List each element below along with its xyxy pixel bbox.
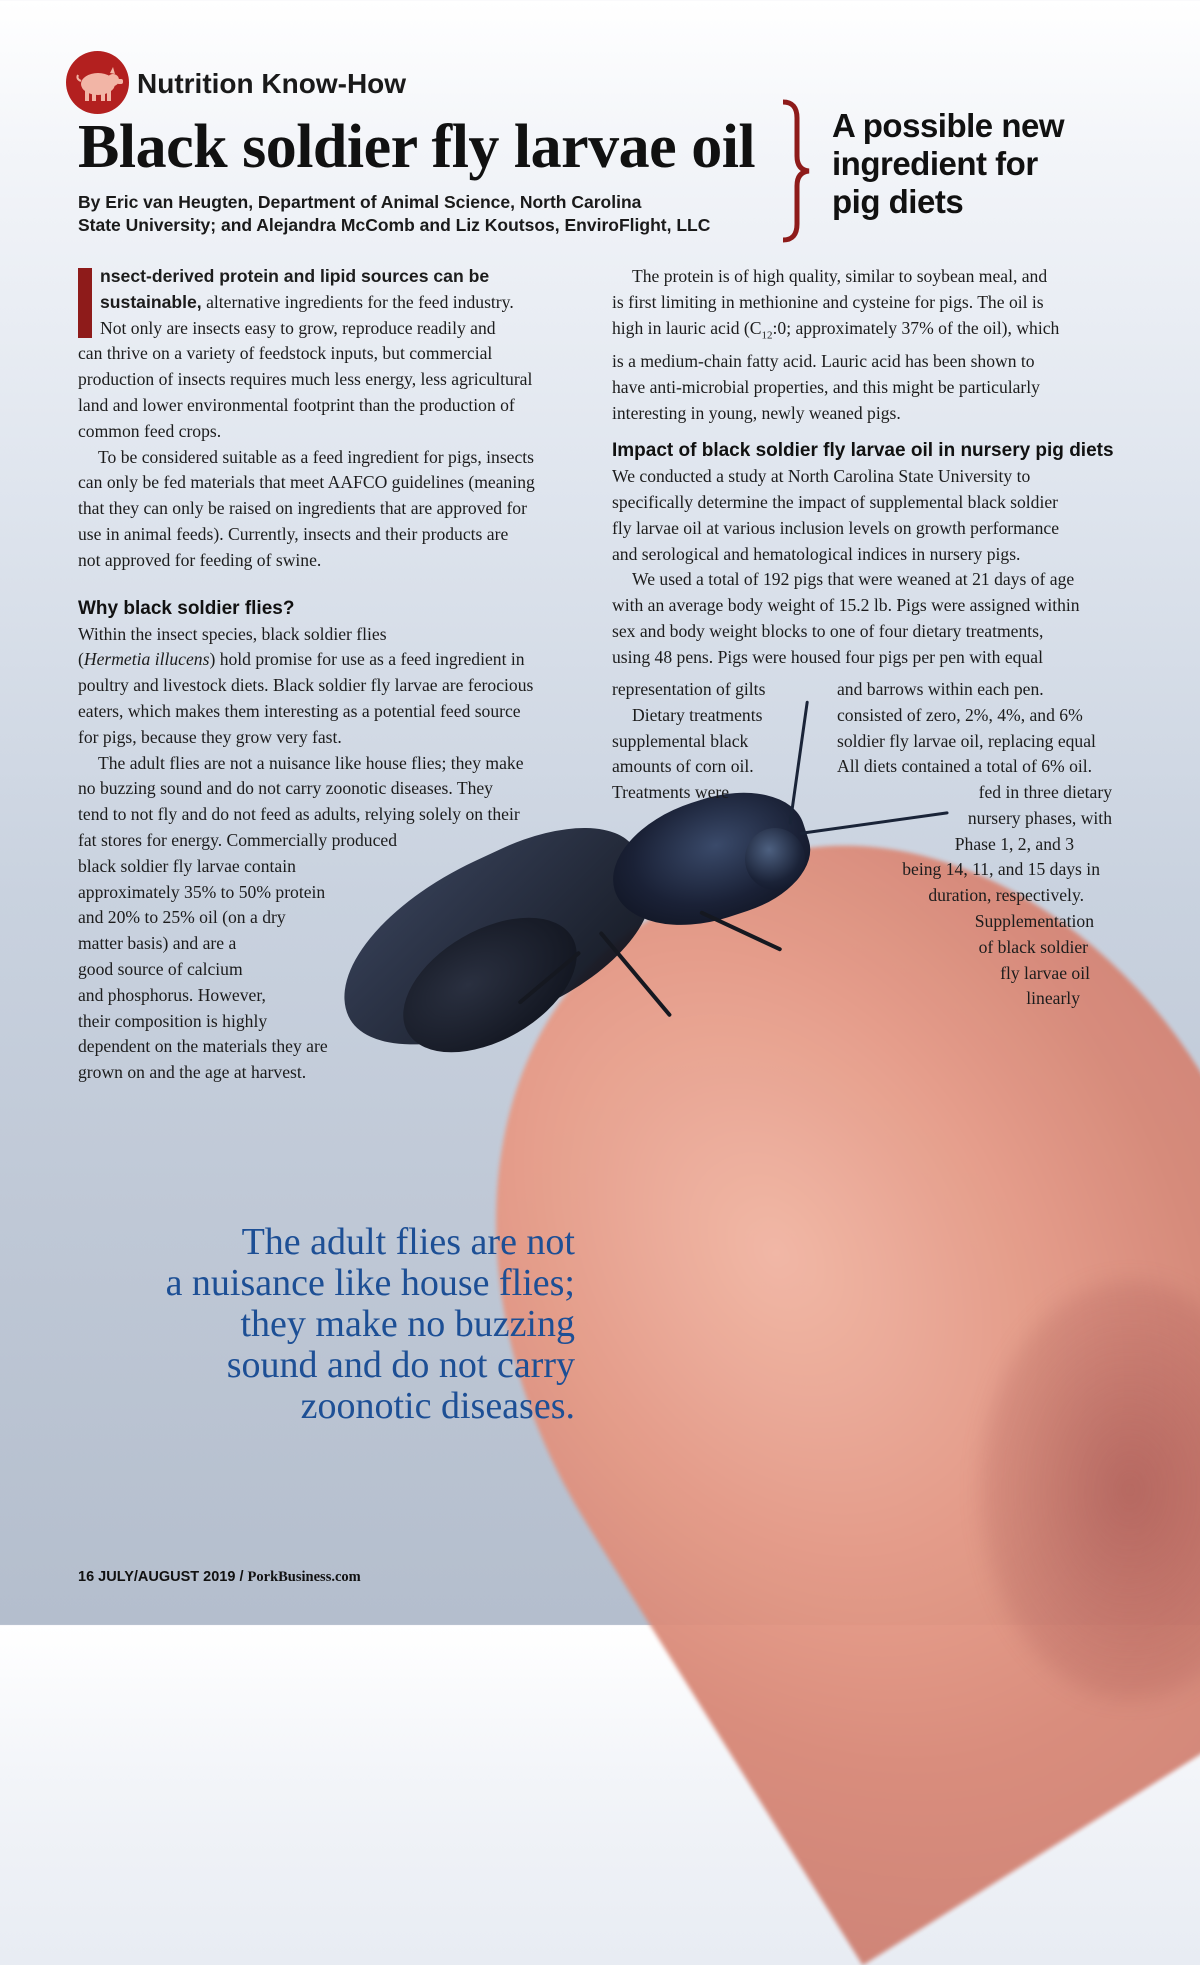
byline-line: By Eric van Heugten, Department of Animal Science, North Carolina — [78, 192, 642, 212]
text-line: use in animal feeds). Currently, insects and their products are — [78, 523, 509, 544]
text-line: tend to not fly and do not feed as adults, relying solely on their — [78, 804, 520, 825]
text-line: We used a total of 192 pigs that were weaned at 21 days of age — [632, 569, 1075, 590]
subhead-line: ingredient for — [832, 145, 1038, 182]
text-line: and phosphorus. However, — [78, 984, 266, 1005]
issue-date: JULY/AUGUST 2019 / — [98, 1569, 244, 1585]
text-line: specifically determine the impact of supplemental black soldier — [612, 492, 1059, 513]
pull-quote-line: sound and do not carry — [226, 1344, 575, 1386]
lead-bold-text: sustainable, — [100, 291, 202, 312]
byline-line: State University; and Alejandra McComb and Liz Koutsos, EnviroFlight, LLC — [78, 215, 711, 235]
paragraph-protein — [612, 264, 1132, 426]
website-name: PorkBusiness.com — [247, 1569, 361, 1585]
text-line: black soldier fly larvae contain — [78, 855, 296, 876]
lead-paragraph — [78, 264, 598, 445]
text-line: dependent on the materials they are — [78, 1036, 328, 1057]
text-line: good source of calcium — [78, 958, 243, 979]
text-line: All diets contained a total of 6% oil. — [837, 756, 1093, 777]
text-line: fat stores for energy. Commercially produced — [78, 829, 398, 850]
text-line: for pigs, because they grow very fast. — [78, 726, 342, 747]
text-line: with an average body weight of 15.2 lb. Pigs were assigned within — [612, 595, 1080, 616]
lead-bold-text: nsect-derived protein and lipid sources can be — [100, 266, 490, 286]
pull-quote-line: a nuisance like house flies; — [165, 1262, 575, 1304]
drop-cap-bar — [78, 268, 92, 338]
lead-text: alternative ingredients for the feed industry. — [201, 291, 514, 312]
lead-text: common feed crops. — [78, 420, 222, 441]
split-text-left — [612, 677, 792, 806]
text-line: interesting in young, newly weaned pigs. — [612, 402, 901, 423]
text-line: linearly — [1026, 988, 1080, 1009]
subhead-line: A possible new — [832, 107, 1064, 144]
text-line: ) hold promise for use as a feed ingredient in — [209, 649, 525, 670]
article-headline: Black soldier fly larvae oil — [78, 113, 756, 181]
paragraph-adult-flies — [78, 751, 598, 1086]
lead-text: can thrive on a variety of feedstock inputs, but commercial — [78, 343, 493, 364]
text-line: Within the insect species, black soldier flies — [78, 623, 387, 644]
pull-quote-line: zoonotic diseases. — [300, 1385, 575, 1427]
text-line: Phase 1, 2, and 3 — [954, 833, 1074, 854]
text-line: fly larvae oil — [1000, 962, 1090, 983]
scientific-name: Hermetia illucens — [83, 649, 210, 670]
text-line: that they can only be raised on ingredients that are approved for — [78, 498, 527, 519]
pull-quote — [120, 1222, 575, 1427]
tail-text — [820, 780, 1120, 1012]
text-line: is first limiting in methionine and cysteine for pigs. The oil is — [612, 291, 1044, 312]
text-line: We conducted a study at North Carolina State University to — [612, 466, 1031, 487]
paragraph-pigs — [612, 567, 1132, 670]
text-line: their composition is highly — [78, 1010, 268, 1031]
text-line: Supplementation — [974, 910, 1094, 931]
text-line: eaters, which makes them interesting as a potential feed source — [78, 700, 521, 721]
text-line: can only be fed materials that meet AAFCO guidelines (meaning — [78, 472, 535, 493]
article-subhead — [832, 107, 1132, 221]
subhead-line: pig diets — [832, 183, 964, 220]
pig-icon — [66, 51, 129, 114]
text-line: Dietary treatments — [632, 704, 763, 725]
text-line: approximately 35% to 50% protein — [78, 881, 326, 902]
text-line: no buzzing sound and do not carry zoonotic diseases. They — [78, 778, 493, 799]
paragraph-aafco — [78, 445, 598, 574]
section-logo — [66, 51, 129, 114]
fly-head — [745, 828, 805, 890]
right-column — [612, 264, 1132, 671]
text-line: consisted of zero, 2%, 4%, and 6% — [837, 704, 1083, 725]
text-line: soldier fly larvae oil, replacing equal — [837, 730, 1096, 751]
text-line: :0; approximately 37% of the oil), which — [772, 317, 1060, 338]
text-line: sex and body weight blocks to one of four dietary treatments, — [612, 621, 1044, 642]
subscript: 12 — [761, 329, 773, 342]
text-line: amounts of corn oil. — [612, 756, 754, 777]
text-line: of black soldier — [978, 936, 1088, 957]
text-line: The protein is of high quality, similar to soybean meal, and — [632, 266, 1048, 286]
left-column — [78, 264, 598, 1086]
brace-divider — [775, 98, 815, 244]
text-line: supplemental black — [612, 730, 749, 751]
text-line: and serological and hematological indices in nursery pigs. — [612, 543, 1021, 564]
page-footer — [78, 1569, 361, 1586]
text-line: is a medium-chain fatty acid. Lauric acid has been shown to — [612, 350, 1035, 371]
pull-quote-line: The adult flies are not — [241, 1221, 575, 1263]
text-line: The adult flies are not a nuisance like house flies; they make — [98, 752, 524, 773]
text-line: and barrows within each pen. — [837, 679, 1044, 699]
text-line: matter basis) and are a — [78, 933, 237, 954]
page-number: 16 — [78, 1569, 95, 1585]
text-line: not approved for feeding of swine. — [78, 549, 322, 570]
article-byline — [78, 191, 778, 237]
text-line: Treatments were — [612, 782, 730, 803]
section-heading: Impact of black soldier fly larvae oil in nursery pig diets — [612, 440, 1114, 462]
text-line: being 14, 11, and 15 days in — [902, 859, 1100, 880]
section-label: Nutrition Know-How — [137, 68, 407, 99]
text-line: nursery phases, with — [967, 807, 1112, 828]
pull-quote-line: they make no buzzing — [240, 1303, 575, 1345]
lead-text: production of insects requires much less energy, less agricultural — [78, 369, 533, 390]
text-line: To be considered suitable as a feed ingredient for pigs, insects — [98, 446, 535, 467]
paragraph-species: Within the insect species, black soldier flies (Hermetia illucens) hold promise for use as a feed ingredient in poultry and livestock diets. Black soldier fly larvae are ferocious eaters, which makes them interesting as a potential feed source for pigs, because they grow very fast. — [78, 622, 598, 751]
text-line: poultry and livestock diets. Black soldier fly larvae are ferocious — [78, 675, 534, 696]
text-line: high in lauric acid (C — [612, 317, 762, 338]
section-heading: Why black soldier flies? — [78, 597, 295, 619]
lead-text: Not only are insects easy to grow, reproduce readily and — [100, 317, 496, 338]
lead-text: land and lower environmental footprint than the production of — [78, 394, 515, 415]
text-line: have anti-microbial properties, and this might be particularly — [612, 376, 1040, 397]
text-line: and 20% to 25% oil (on a dry — [78, 907, 286, 928]
text-line: using 48 pens. Pigs were housed four pigs per pen with equal — [612, 646, 1043, 667]
text-line: duration, respectively. — [928, 885, 1084, 906]
text-line: representation of gilts — [612, 679, 766, 699]
split-text-right — [837, 677, 1137, 780]
paragraph-study — [612, 464, 1132, 567]
text-line: grown on and the age at harvest. — [78, 1062, 307, 1083]
text-line: fed in three dietary — [978, 782, 1112, 802]
text-line: fly larvae oil at various inclusion levels on growth performance — [612, 517, 1060, 538]
